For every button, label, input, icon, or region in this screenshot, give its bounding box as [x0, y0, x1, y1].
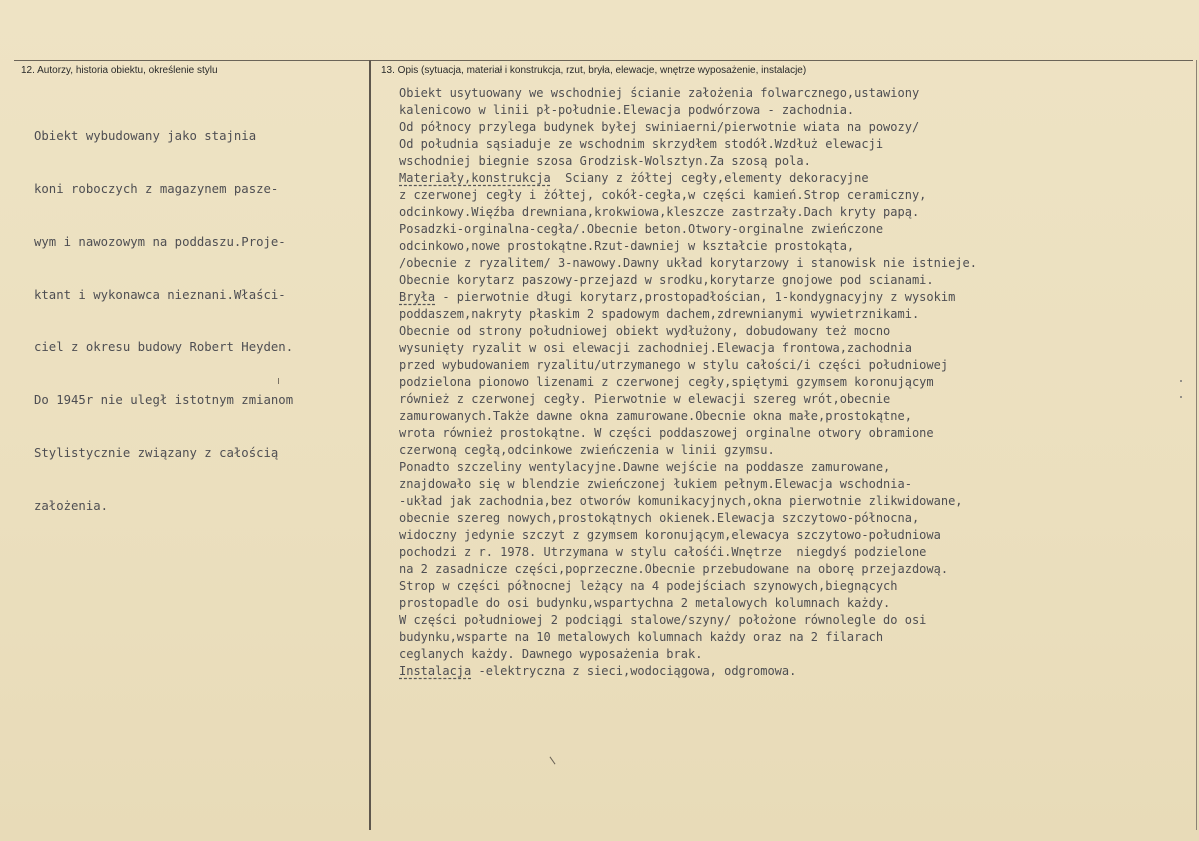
typed-line — [399, 136, 977, 153]
typed-line — [399, 340, 977, 357]
line-text: - pierwotnie długi korytarz,prostopadłościan, 1-kondygnacyjny z wysokim — [435, 290, 956, 304]
line-text: zamurowanych.Także dawne okna zamurowane.Obecnie okna małe,prostokątne, — [399, 409, 912, 423]
typed-line — [399, 204, 977, 221]
typed-line — [399, 561, 977, 578]
line-text: odcinkowo,nowe prostokątne.Rzut-dawniej w kształcie prostokąta, — [399, 239, 855, 253]
right-border — [1196, 60, 1197, 830]
typed-line — [399, 527, 977, 544]
typed-line — [399, 459, 977, 476]
line-text: prostopadle do osi budynku,wspartychna 2 metalowych kolumnach każdy. — [399, 596, 891, 610]
typed-line — [399, 544, 977, 561]
line-text: Ponadto szczeliny wentylacyjne.Dawne wejście na poddasze zamurowane, — [399, 460, 891, 474]
typed-line — [399, 170, 977, 187]
typed-line — [399, 238, 977, 255]
typed-line — [399, 306, 977, 323]
underlined-heading: Instalacja — [399, 664, 472, 678]
line-text: z czerwonej cegły i żółtej, cokół-cegła,w części kamień.Strop ceramiczny, — [399, 188, 927, 202]
typed-line — [399, 102, 977, 119]
line-text: podzielona pionowo lizenami z czerwonej cegły,spiętymi gzymsem koronującym — [399, 375, 934, 389]
typed-line — [399, 119, 977, 136]
typed-line: Do 1945r nie uległ istotnym zmianom — [34, 393, 294, 408]
line-text: Sciany z żółtej cegły,elementy dekoracyjne — [550, 171, 869, 185]
line-text: -elektryczna z sieci,wodociągowa, odgromowa. — [471, 664, 797, 678]
typed-line — [399, 595, 977, 612]
typed-line — [399, 289, 977, 306]
typed-line: koni roboczych z magazynem pasze- — [34, 181, 279, 196]
section-13-heading: 13. Opis (sytuacja, materiał i konstrukcja, rzut, bryła, elewacje, wnętrze wyposażenie, instalacje) — [381, 65, 807, 76]
line-text: odcinkowy.Więźba drewniana,krokwiowa,kleszcze zastrzały.Dach kryty papą. — [399, 205, 920, 219]
typed-line — [399, 187, 977, 204]
typed-line: wym i nawozowym na poddaszu.Proje- — [34, 234, 286, 249]
line-text: ceglanych każdy. Dawnego wyposażenia brak. — [399, 647, 703, 661]
typed-line — [399, 425, 977, 442]
line-text: przed wybudowaniem ryzalitu/utrzymanego w stylu całości/i części południowej — [399, 358, 949, 372]
line-text: Obiekt usytuowany we wschodniej ścianie założenia folwarcznego,ustawiony — [399, 86, 920, 100]
ink-dot — [1180, 380, 1182, 382]
typed-line — [399, 272, 977, 289]
line-text: pochodzi z r. 1978. Utrzymana w stylu całośći.Wnętrze niegdyś podzielone — [399, 545, 927, 559]
typed-line — [399, 153, 977, 170]
typed-line — [399, 323, 977, 340]
typed-line: ktant i wykonawca nieznani.Właści- — [34, 287, 286, 302]
line-text: wysunięty ryzalit w osi elewacji zachodniej.Elewacja frontowa,zachodnia — [399, 341, 912, 355]
section-13-text — [399, 85, 977, 680]
line-text: znajdowało się w blendzie zwieńczonej łukiem pełnym.Elewacja wschodnia- — [399, 477, 912, 491]
typed-line — [399, 493, 977, 510]
line-text: wrota również prostokątne. W części poddaszowej orginalne otwory obramione — [399, 426, 934, 440]
typed-line: ciel z okresu budowy Robert Heyden. — [34, 340, 294, 355]
line-text: kalenicowo w linii pł-południe.Elewacja podwórzowa - zachodnia. — [399, 103, 855, 117]
typed-line — [399, 663, 977, 680]
line-text: widoczny jedynie szczyt z gzymsem koronującym,elewacya szczytowo-południowa — [399, 528, 941, 542]
typed-line: Obiekt wybudowany jako stajnia — [34, 129, 257, 144]
typed-line — [399, 612, 977, 629]
line-text: -układ jak zachodnia,bez otworów komunikacyjnych,okna pierwotnie zlikwidowane, — [399, 494, 963, 508]
line-text: poddaszem,nakryty płaskim 2 spadowym dachem,zdrewnianymi wywietrznikami. — [399, 307, 920, 321]
line-text: również z czerwonej cegły. Pierwotnie w elewacji szereg wrót,obecnie — [399, 392, 891, 406]
typed-line — [399, 629, 977, 646]
section-12-heading: 12. Autorzy, historia obiektu, określenie stylu — [21, 65, 218, 76]
line-text: Od południa sąsiaduje ze wschodnim skrzydłem stodół.Wzdłuż elewacji — [399, 137, 884, 151]
line-text: wschodniej biegnie szosa Grodzisk-Wolsztyn.Za szosą pola. — [399, 154, 811, 168]
line-text: Od północy przylega budynek byłej swiniaerni/pierwotnie wiata na powozy/ — [399, 120, 920, 134]
typed-line: Stylistycznie związany z całością — [34, 445, 279, 460]
typed-line — [399, 357, 977, 374]
line-text: W części południowej 2 podciągi stalowe/szyny/ położone równolegle do osi — [399, 613, 927, 627]
typed-line — [399, 442, 977, 459]
line-text: Obecnie od strony południowej obiekt wydłużony, dobudowany też mocno — [399, 324, 891, 338]
line-text: /obecnie z ryzalitem/ 3-nawowy.Dawny układ korytarzowy i stanowisk nie istnieje. — [399, 256, 977, 270]
top-rule — [14, 60, 1193, 61]
line-text: budynku,wsparte na 10 metalowych kolumnach każdy oraz na 2 filarach — [399, 630, 884, 644]
underlined-heading: Materiały,konstrukcja — [399, 171, 551, 185]
typed-line — [399, 476, 977, 493]
typed-line — [399, 510, 977, 527]
ink-dot — [1180, 396, 1182, 398]
typed-line — [399, 578, 977, 595]
line-text: na 2 zasadnicze części,poprzeczne.Obecnie przebudowane na oborę przejazdową. — [399, 562, 949, 576]
line-text: obecnie szereg nowych,prostokątnych okienek.Elewacja szczytowo-północna, — [399, 511, 920, 525]
line-text: czerwoną cegłą,odcinkowe zwieńczenia w linii gzymsu. — [399, 443, 775, 457]
line-text: Posadzki-orginalna-cegła/.Obecnie beton.Otwory-orginalne zwieńczone — [399, 222, 884, 236]
underlined-heading: Bryła — [399, 290, 436, 304]
typed-line — [399, 221, 977, 238]
line-text: Strop w części północnej leżący na 4 podejściach szynowych,biegnących — [399, 579, 898, 593]
typed-line: założenia. — [34, 498, 109, 513]
typed-line — [399, 408, 977, 425]
typed-line — [399, 391, 977, 408]
line-text: Obecnie korytarz paszowy-przejazd w srodku,korytarze gnojowe pod scianami. — [399, 273, 934, 287]
typed-line — [399, 255, 977, 272]
pencil-mark — [278, 378, 279, 384]
typed-line — [399, 374, 977, 391]
section-12-text — [34, 93, 293, 550]
typed-line — [399, 85, 977, 102]
pencil-mark — [550, 757, 556, 765]
typed-line — [399, 646, 977, 663]
column-divider — [369, 60, 371, 830]
